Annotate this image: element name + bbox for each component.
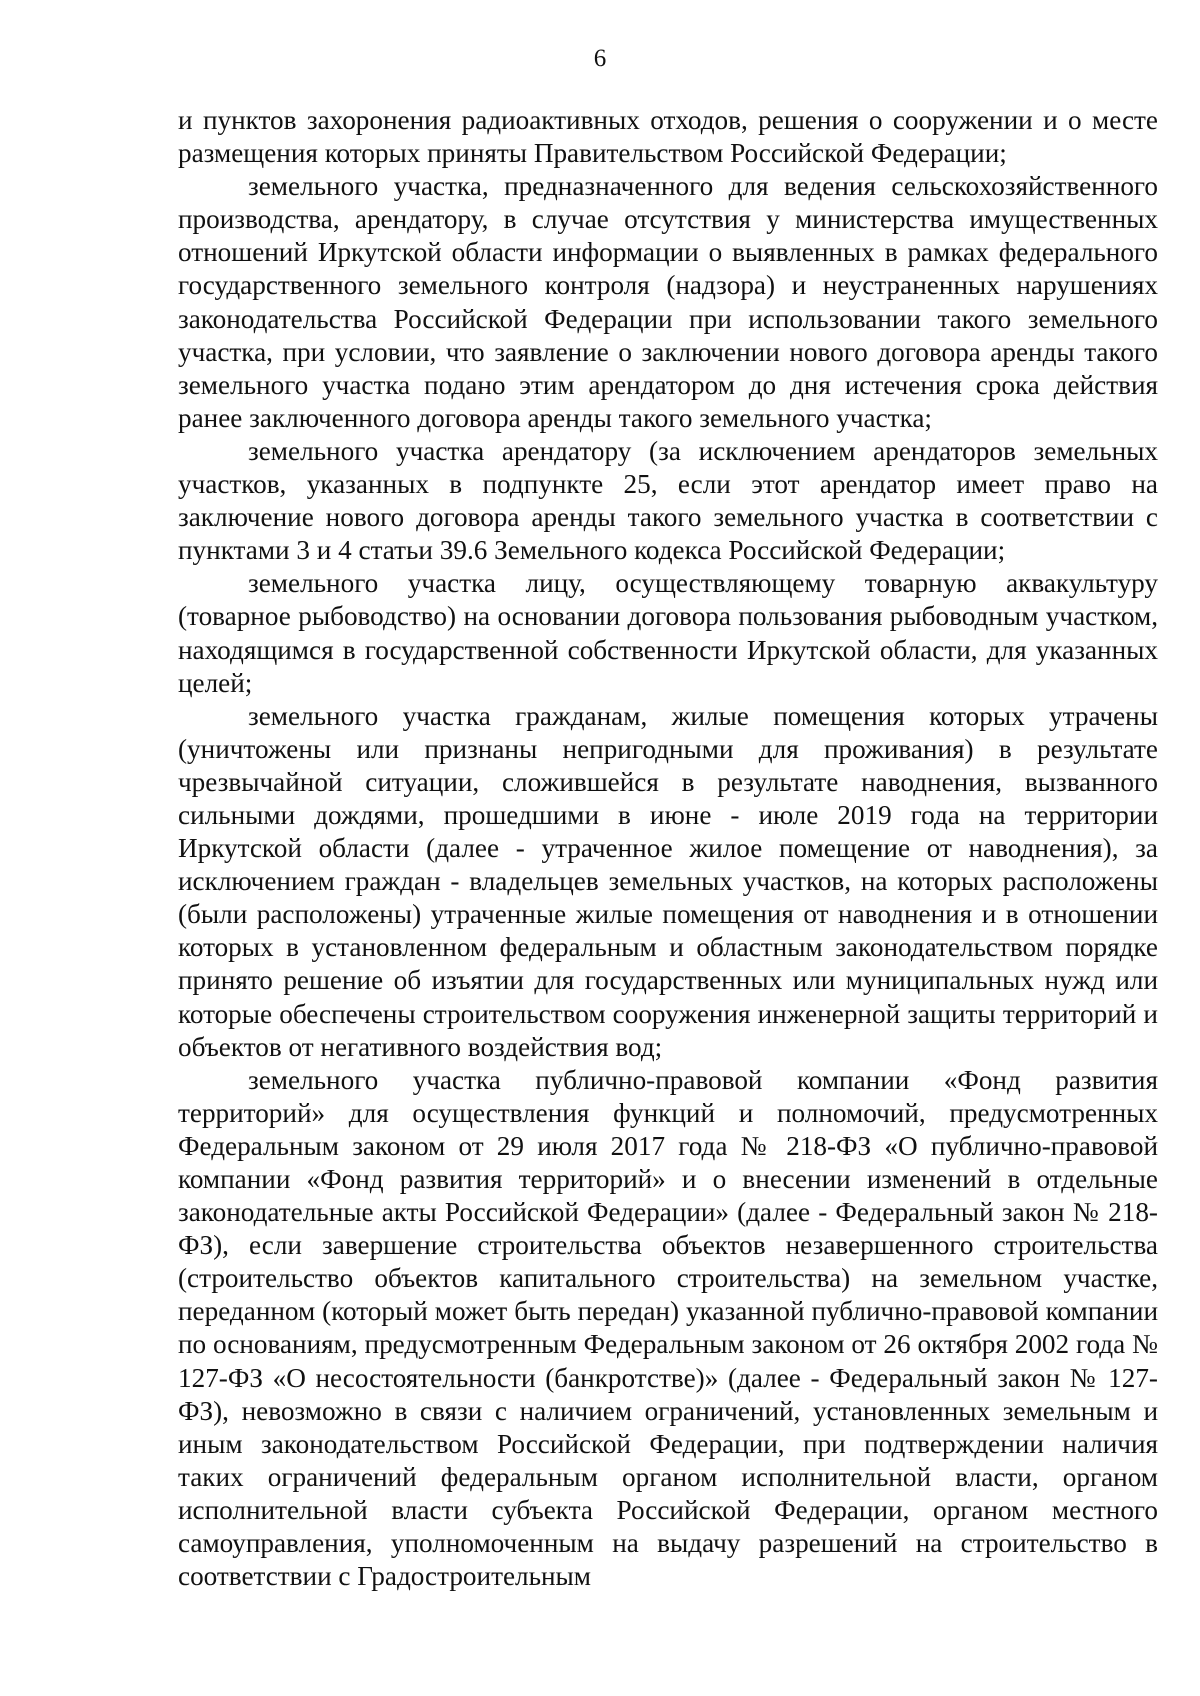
paragraph-flood-victims: земельного участка гражданам, жилые помещения которых утрачены (уничтожены или признаны непригодными для проживания) в результате чрезвычайной ситуации, сложившейся в результате наводнения, вызванного сильными дождями, прошедшими в июне - июле 2019 года на территории Иркутской области (далее - утраченное жилое помещение от наводнения), за исключением граждан - владельцев земельных участков, на которых расположены (были расположены) утраченные жилые помещения от наводнения и в отношении которых в установленном федеральным и областным законодательством порядке принято решение об изъятии для государственных или муниципальных нужд или которые обеспечены строительством сооружения инженерной защиты территорий и объектов от негативного воздействия вод; xyxy=(178,700,1158,1062)
paragraph-agricultural-land: земельного участка, предназначенного для ведения сельскохозяйственного производства, арендатору, в случае отсутствия у министерства имущественных отношений Иркутской области информации о выявленных в рамках федерального государственного земельного контроля (надзора) и неустраненных нарушениях законодательства Российской Федерации при использовании такого земельного участка, при условии, что заявление о заключении нового договора аренды такого земельного участка подано этим арендатором до дня истечения срока действия ранее заключенного договора аренды такого земельного участка; xyxy=(178,171,1158,433)
paragraph-continuation: и пунктов захоронения радиоактивных отходов, решения о сооружении и о месте размещения которых приняты Правительством Российской Федерации; xyxy=(178,105,1158,169)
document-body xyxy=(178,104,1158,1593)
page-number: 6 xyxy=(593,45,607,72)
paragraph-aquaculture: земельного участка лицу, осуществляющему товарную аквакультуру (товарное рыбоводство) на основании договора пользования рыбоводным участком, находящимся в государственной собственности Иркутской области, для указанных целей; xyxy=(178,568,1158,698)
paragraph-territory-development-fund: земельного участка публично-правовой компании «Фонд развития территорий» для осуществления функций и полномочий, предусмотренных Федеральным законом от 29 июля 2017 года № 218-ФЗ «О публично-правовой компании «Фонд развития территорий» и о внесении изменений в отдельные законодательные акты Российской Федерации» (далее - Федеральный закон № 218-ФЗ), если завершение строительства объектов незавершенного строительства (строительство объектов капитального строительства) на земельном участке, переданном (который может быть передан) указанной публично-правовой компании по основаниям, предусмотренным Федеральным законом от 26 октября 2002 года № 127-ФЗ «О несостоятельности (банкротстве)» (далее - Федеральный закон № 127-ФЗ), невозможно в связи с наличием ограничений, установленных земельным и иным законодательством Российской Федерации, при подтверждении наличия таких ограничений федеральным органом исполнительной власти, органом исполнительной власти субъекта Российской Федерации, органом местного самоуправления, уполномоченным на выдачу разрешений на строительство в соответствии с Градостроительным xyxy=(178,1064,1158,1592)
paragraph-tenant-renewal: земельного участка арендатору (за исключением арендаторов земельных участков, указанных в подпункте 25, если этот арендатор имеет право на заключение нового договора аренды такого земельного участка в соответствии с пунктами 3 и 4 статьи 39.6 Земельного кодекса Российской Федерации; xyxy=(178,435,1158,566)
